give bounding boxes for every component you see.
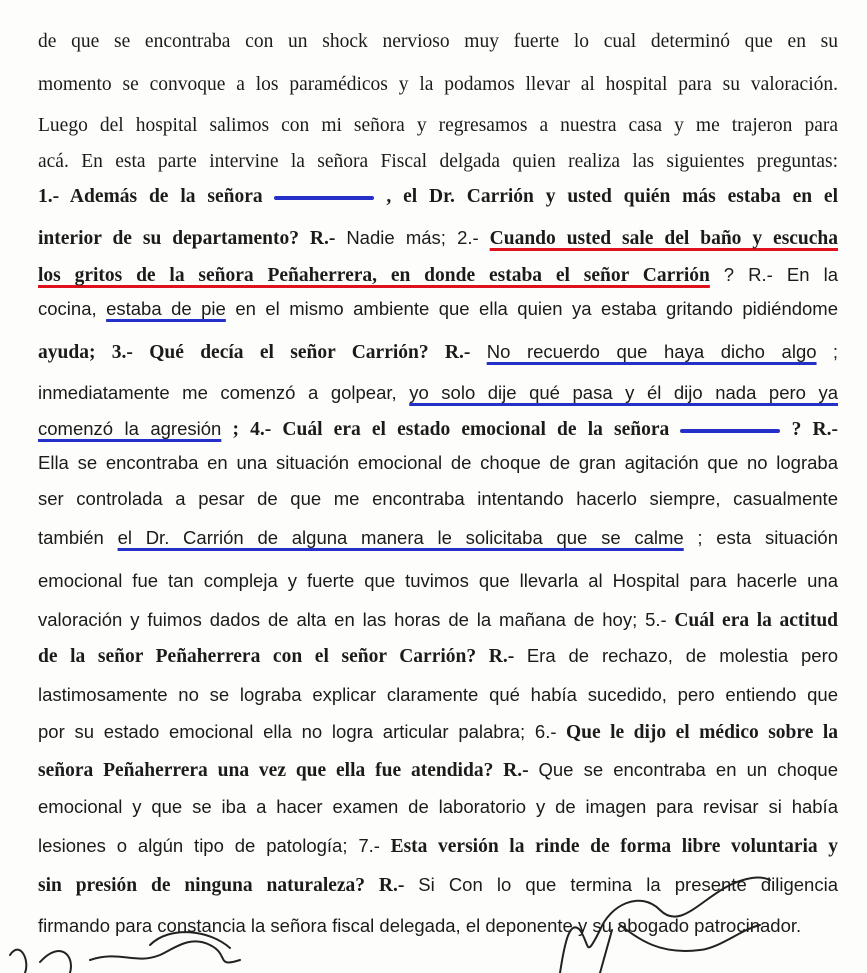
text-line: emocional fue tan compleja y fuerte que tuvimos que llevarla al Hospital para hacerle una [38, 570, 838, 591]
answer-2-start: ? R.- En la [723, 264, 838, 285]
text-line [38, 526, 838, 550]
text-line [38, 226, 838, 251]
question-1-tail: interior de su departamento? R.- [38, 228, 336, 249]
question-3: ayuda; 3.- Qué decía el señor Carrión? R.- [38, 342, 471, 363]
answer-6-end: lesiones o algún tipo de patología; 7.- [38, 835, 380, 856]
question-1-line [38, 185, 838, 209]
question-1-start: 1.- Además de la señora [38, 186, 263, 207]
text-line: emocional y que se iba a hacer examen de laboratorio y de imagen para revisar si había [38, 796, 838, 817]
text-line [38, 758, 838, 783]
redacted-name [274, 196, 374, 200]
text-line: de que se encontraba con un shock nervioso muy fuerte lo cual determinó que en su [38, 31, 838, 52]
answer-4-word: también [38, 527, 104, 548]
question-7-cont: sin presión de ninguna naturaleza? R.- [38, 875, 405, 896]
text-line: firmando para constancia la señora fiscal delegada, el deponente y su abogado patrocinador. [38, 915, 802, 936]
text-line [38, 608, 838, 633]
text-line [38, 834, 838, 859]
redacted-name [680, 429, 780, 433]
answer-4-end: valoración y fuimos dados de alta en las horas de la mañana de hoy; 5.- [38, 609, 667, 630]
answer-4-rest: ; esta situación [697, 527, 839, 548]
answer-7-closing: Si Con lo que termina la presente diligencia [418, 874, 838, 895]
text-line: Luego del hospital salimos con mi señora y regresamos a nuestra casa y me trajeron para [38, 115, 838, 136]
text-line: lastimosamente no se lograba explicar claramente qué había sucedido, pero entiendo que [38, 684, 838, 705]
answer-1: Nadie más; 2.- [346, 227, 479, 248]
left-signature [10, 941, 240, 973]
text-line [38, 263, 838, 288]
question-1-end: , el Dr. Carrión y usted quién más estaba en el [386, 186, 839, 207]
text-line: acá. En esta parte intervine la señora Fiscal delgada quien realiza las siguientes preguntas: [38, 151, 838, 172]
text-line [38, 644, 838, 669]
answer-2-underlined: estaba de pie [106, 298, 226, 319]
answer-2-word: cocina, [38, 298, 97, 319]
answer-5-end: por su estado emocional ella no logra articular palabra; 6.- [38, 721, 557, 742]
question-6: Que le dijo el médico sobre la [565, 722, 838, 743]
text-line: momento se convoque a los paramédicos y la podamos llevar al hospital para su valoración. [38, 74, 838, 95]
answer-3-underlined: No recuerdo que haya dicho algo [486, 341, 817, 362]
answer-4-underlined: el Dr. Carrión de alguna manera le solicitaba que se calme [117, 527, 684, 548]
answer-3-cont: inmediatamente me comenzó a golpear, [38, 382, 397, 403]
text-line [38, 873, 838, 898]
text-line [38, 417, 838, 442]
answer-6: Que se encontraba en un choque [538, 759, 838, 780]
text-line [38, 297, 838, 321]
question-2-underlined-cont: los gritos de la señora Peñaherrera, en donde estaba el señor Carrión [38, 265, 710, 286]
text-line: Ella se encontraba en una situación emocional de choque de gran agitación que no lograba [38, 452, 838, 473]
question-6-cont: señora Peñaherrera una vez que ella fue atendida? R.- [38, 760, 529, 781]
answer-5: Era de rechazo, de molestia pero [526, 645, 839, 666]
text-line [38, 381, 838, 405]
answer-2-rest: en el mismo ambiente que ella quien ya estaba gritando pidiéndome [235, 298, 839, 319]
punctuation: ; [832, 341, 838, 362]
text-line [38, 720, 838, 745]
question-5: Cuál era la actitud [674, 610, 839, 631]
text-line [38, 340, 838, 365]
question-7: Esta versión la rinde de forma libre voluntaria y [390, 836, 839, 857]
text-line: ser controlada a pesar de que me encontraba intentando hacerlo siempre, casualmente [38, 488, 838, 509]
question-5-cont: de la señor Peñaherrera con el señor Carrión? R.- [38, 646, 515, 667]
question-4: ; 4.- Cuál era el estado emocional de la señora [232, 419, 670, 440]
answer-3-underlined-2: yo solo dije qué pasa y él dijo nada pero ya [409, 382, 839, 403]
question-2-underlined: Cuando usted sale del baño y escucha [489, 228, 839, 249]
answer-3-underlined-3: comenzó la agresión [38, 418, 222, 439]
question-4-end: ? R.- [791, 419, 839, 440]
